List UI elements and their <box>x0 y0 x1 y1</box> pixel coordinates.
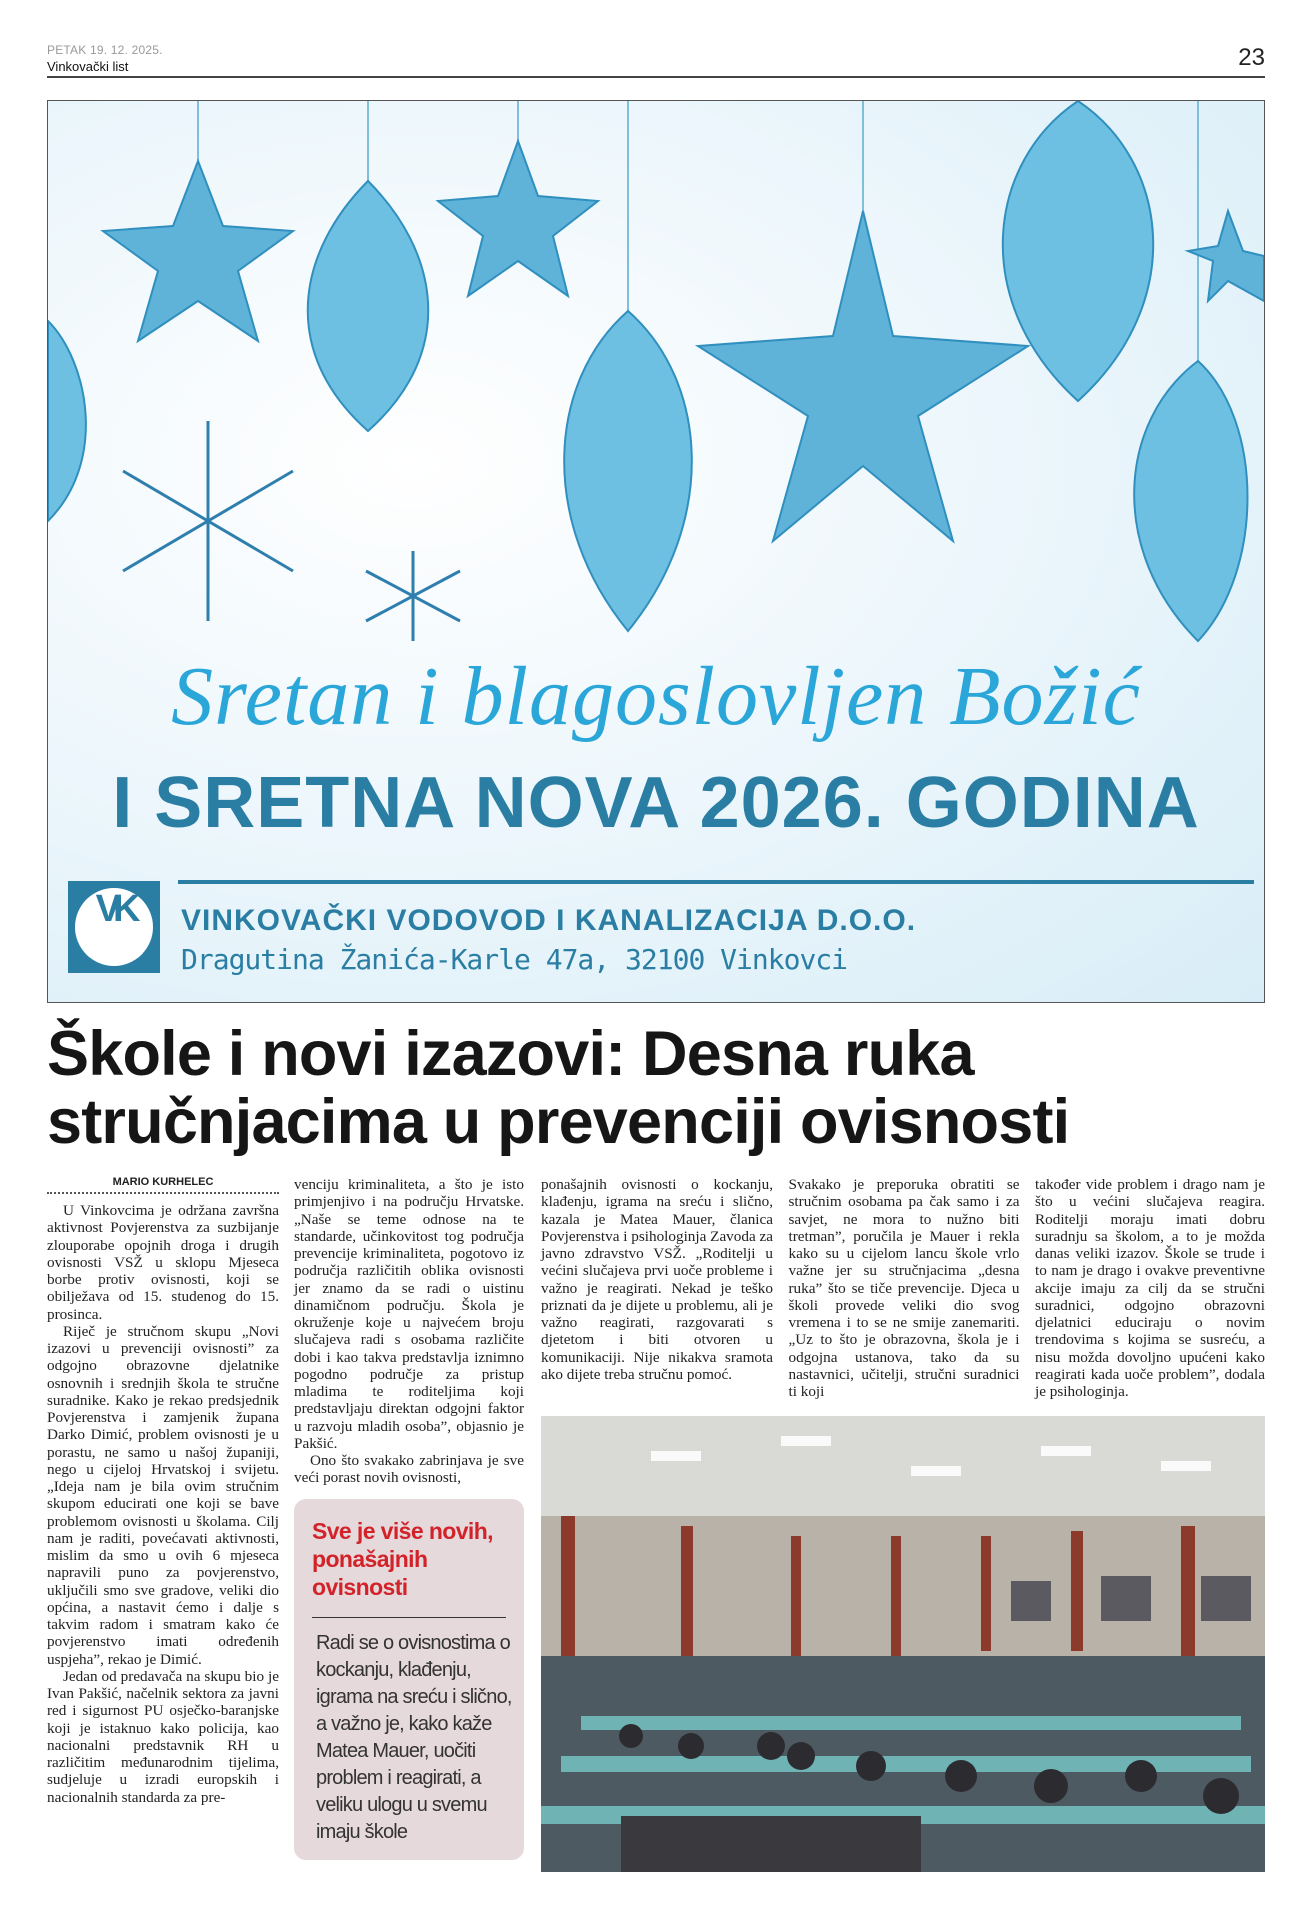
right-columns <box>541 1176 1265 1400</box>
conference-photo-illustration <box>541 1416 1265 1872</box>
article-column-2 <box>294 1176 524 1860</box>
new-year-greeting: I SRETNA NOVA 2026. GODINA <box>112 763 1200 843</box>
christmas-greeting: Sretan i blagoslovljen Božić <box>171 650 1141 743</box>
article-column-3 <box>541 1176 773 1383</box>
company-logo <box>68 881 160 973</box>
newspaper-name: Vinkovački list <box>47 59 129 74</box>
sidebar-box <box>294 1499 524 1860</box>
logo-mark-icon: VK <box>75 888 153 966</box>
article-paragraph: U Vinkovcima je održana završna aktivnost Povjerenstva za suzbijanje zlouporabe opojnih droga i drugih ovisnosti VSŽ u sklopu Mjeseca borbe protiv ovisnosti, koji se obilježava od 15. studenog do 15. prosinca. <box>47 1202 279 1323</box>
article-paragraph: Riječ je stručnom skupu „Novi izazovi u prevenciji ovisnosti” za odgojno obrazovne djelatnike osnovnih i srednjih škola te stručne suradnike. Kako je rekao predsjednik Povjerenstva i zamjenik župana Darko Dimić, problem ovisnosti je u porastu, ne samo u našoj županiji, nego u cijeloj Hrvatskoj i svijetu. „Ideja nam je bila ovim stručnim skupom educirati one koji se bave problemom ovisnosti u školama. Cilj nam je raditi, povećavati aktivnosti, mislim da smo u ovih 6 mjeseca napravili puno za povjerenstvo, uključili smo sve gradove, veliki dio općina, a nastavit ćemo i dalje s takvim radom i smatram kako će povjerenstvo imati određenih uspjeha”, rekao je Dimić. <box>47 1322 279 1668</box>
sidebar-text: Radi se o ovisnostima o kockanju, klađenju, igrama na sreću i slično, a važno je, kako kaže Matea Mauer, uočiti problem i reagirati, a veliku ulogu u svemu imaju škole <box>316 1631 512 1843</box>
ornaments-illustration <box>48 101 1264 741</box>
article-paragraph: ponašajnih ovisnosti o kockanju, klađenju, igrama na sreću i slično, kazala je Matea Mauer, članica Povjerenstva i psihologinja Zavoda za javno zdravstvo VSŽ. „Roditelji u većini slučajeva prvi uoče probleme i važno je reagirati. Nekad je teško priznati da je dijete u problemu, ali je važno reagirati, razgovarati s djetetom i biti otvoren u komunikaciji. Nije nikakva sramota ako dijete treba stručnu pomoć. <box>541 1176 773 1383</box>
ad-divider <box>178 880 1254 884</box>
article-headline: Škole i novi izazovi: Desna ruka stručnjacima u prevenciji ovisnosti <box>47 1019 1070 1157</box>
snowflake-icon <box>123 421 460 641</box>
article-paragraph: Svakako je preporuka obratiti se stručnim osobama pa čak samo i za savjet, ne mora to nužno biti tretman”, poručila je Mauer i rekla kako su u cijelom lancu škole vrlo važne jer su stručnjacima „desna ruka” što se tiče prevencije. Djeca u školi provede veliki dio svog vremena i to se ne smije zanemariti. „Uz to što je obrazovna, škola je i odgojna ustanova, tako da su nastavnici, učitelji, stručni suradnici ti koji <box>788 1176 1020 1400</box>
christmas-advertisement <box>47 100 1265 1003</box>
company-address: Dragutina Žanića-Karle 47a, 32100 Vinkovci <box>181 943 848 976</box>
page-number: 23 <box>1238 44 1265 71</box>
article-column-5 <box>1035 1176 1265 1400</box>
company-name: VINKOVAČKI VODOVOD I KANALIZACIJA D.O.O. <box>181 904 917 937</box>
bauble-ornament-icon <box>48 101 1248 641</box>
article-column-1 <box>47 1176 279 1806</box>
issue-date: PETAK 19. 12. 2025. <box>47 43 163 57</box>
header-rule <box>47 76 1265 78</box>
sidebar-title: Sve je više novih, ponašajnih ovisnosti <box>312 1517 493 1600</box>
article-paragraph: Jedan od predavača na skupu bio je Ivan Pakšić, načelnik sektora za javni red i sigurnost PU osječko-baranjske koji je istaknuo kako policija, kao nacionalni predstavnik RH u različitim međunarodnim tijelima, sudjeluje u izradi europskih i nacionalnih standarda za pre- <box>47 1667 279 1806</box>
right-block <box>541 1176 1265 1872</box>
article-column-4 <box>789 1176 1020 1400</box>
article-photo-conference-hall <box>541 1416 1265 1872</box>
author-byline: MARIO KURHELEC <box>47 1176 279 1194</box>
article-paragraph: Ono što svakako zabrinjava je sve veći porast novih ovisnosti, <box>294 1452 524 1487</box>
sidebar-divider <box>312 1617 506 1618</box>
article-paragraph: također vide problem i drago nam je što u većini slučajeva reagira. Roditelji moraju imati dobru suradnju sa školom, a to je možda danas veliki izazov. Škole se trude i to nam je drago i ovakve preventivne akcije imaju za cilj da se stručni suradnici, odgojno obrazovni djelatnici educiraju o novim trendovima s kojima se susreću, a nisu možda dovoljno upućeni kako reagirati kada uoče problem”, dodala je psihologinja. <box>1035 1176 1265 1400</box>
article-paragraph: venciju kriminaliteta, a što je isto primjenjivo i na području Hrvatske. „Naše se teme odnose na te standarde, učinkovitost tog područja prevencije kriminaliteta, pogotovo iz područja različitih oblika ovisnosti jer znamo da se radi o uistinu dinamičnom području. Škola je okruženje koje u najvećem broju slučajeva radi s osobama različite dobi i kao takva predstavlja iznimno pogodno područje za pristup mladima te roditeljima koji predstavljaju direktan odgojni faktor u razvoju mladih osoba”, objasnio je Pakšić. <box>294 1176 524 1452</box>
